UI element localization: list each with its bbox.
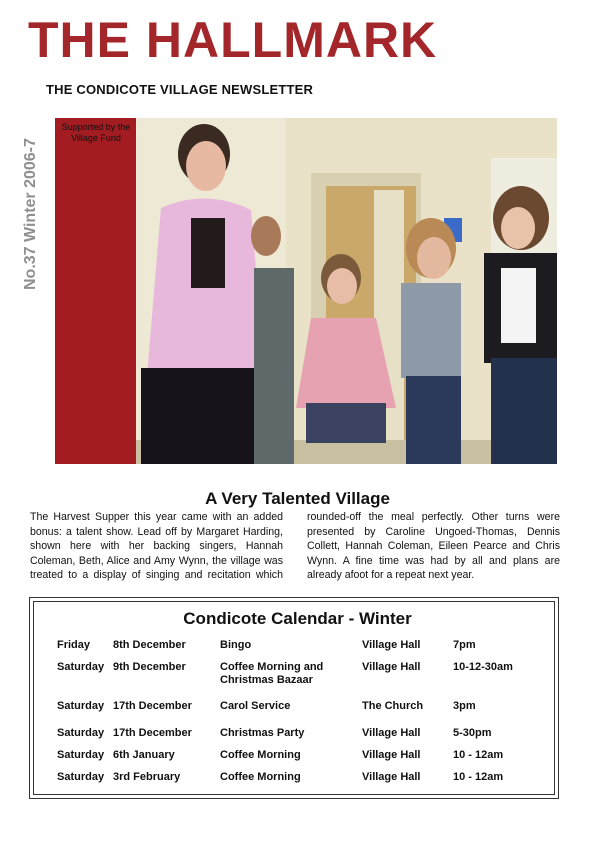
sidebar-red-bar: [55, 118, 136, 464]
calendar-time: 3pm: [453, 700, 476, 712]
calendar-date: 17th December: [113, 727, 192, 739]
calendar-event: Coffee Morning and Christmas Bazaar: [220, 661, 324, 686]
calendar-time: 10-12-30am: [453, 661, 513, 673]
newsletter-subtitle: THE CONDICOTE VILLAGE NEWSLETTER: [46, 82, 314, 97]
calendar-inner-border: [33, 601, 555, 795]
support-note: Supported by the Village Fund: [61, 122, 131, 143]
calendar-day: Saturday: [57, 771, 105, 783]
calendar-event: Bingo: [220, 639, 252, 651]
calendar-day: Saturday: [57, 749, 105, 761]
calendar-venue: Village Hall: [362, 727, 421, 739]
calendar-event: Christmas Party: [220, 727, 305, 739]
calendar-event: Coffee Morning: [220, 771, 301, 783]
calendar-venue: Village Hall: [362, 749, 421, 761]
calendar-venue: Village Hall: [362, 639, 421, 651]
cover-photo: [136, 118, 557, 464]
calendar-title: Condicote Calendar - Winter: [183, 609, 412, 628]
calendar-date: 6th January: [113, 749, 175, 761]
calendar-time: 10 - 12am: [453, 749, 504, 761]
calendar-time: 7pm: [453, 639, 476, 651]
article-headline: A Very Talented Village: [205, 489, 390, 508]
calendar-date: 17th December: [113, 700, 192, 712]
article-body: The Harvest Supper this year came with an added bonus: a talent show. Lead off by Margaret Harding, shown here with her backing singers, Hannah Coleman, Beth, Alice and Amy Wynn, the village was treated to a display of singing and recitation which rounded-off the meal perfectly. Other turns were presented by Caroline Ungoed-Thomas, Dennis Collett, Hannah Coleman, Eileen Pearce and Chris Wynn. A fine time was had by all and plans are already afoot for a repeat next year.: [30, 511, 560, 582]
calendar-day: Saturday: [57, 661, 105, 673]
calendar-date: 8th December: [113, 639, 186, 651]
calendar-venue: The Church: [362, 700, 424, 712]
calendar-day: Saturday: [57, 700, 105, 712]
calendar-day: Friday: [57, 639, 91, 651]
calendar-time: 10 - 12am: [453, 771, 504, 783]
calendar-date: 9th December: [113, 661, 186, 673]
masthead-title: THE HALLMARK: [28, 12, 438, 68]
calendar-venue: Village Hall: [362, 771, 421, 783]
calendar-time: 5-30pm: [453, 727, 492, 739]
calendar-event: Coffee Morning: [220, 749, 301, 761]
calendar-date: 3rd February: [113, 771, 181, 783]
issue-label: No.37 Winter 2006-7: [22, 138, 39, 290]
calendar-event: Carol Service: [220, 700, 291, 712]
calendar-day: Saturday: [57, 727, 105, 739]
calendar-venue: Village Hall: [362, 661, 421, 673]
